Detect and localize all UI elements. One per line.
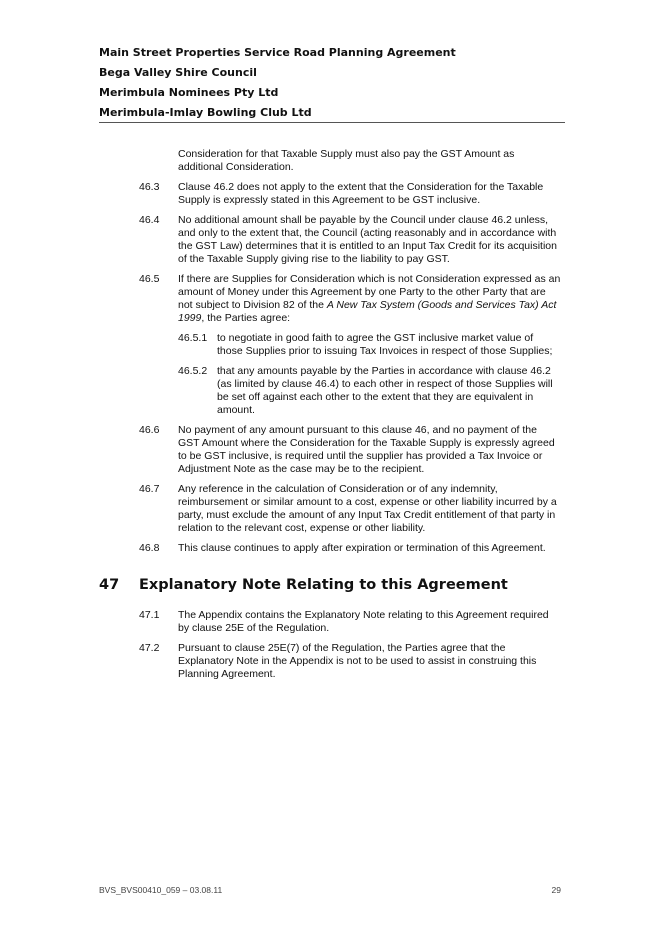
clause-number: 46.5 [139,273,160,285]
clause-text: The Appendix contains the Explanatory Note relating to this Agreement required by clause 25E of the Regulation. [178,609,549,634]
clause-46-5 [99,273,561,325]
header-title: Main Street Properties Service Road Planning Agreement [99,46,456,59]
clause-46-7 [99,483,561,535]
subclause-text: to negotiate in good faith to agree the GST inclusive market value of those Supplies prior to issuing Tax Invoices in respect of those Supplies; [217,332,553,357]
act-title: A New Tax System (Goods and Services Tax) Act 1999 [178,299,557,324]
clause-number: 46.4 [139,214,160,226]
clause-46-8 [99,542,561,555]
header-party-bowling-club: Merimbula-Imlay Bowling Club Ltd [99,106,312,119]
running-header [99,44,565,124]
clause-number: 46.6 [139,424,160,436]
clause-text: No payment of any amount pursuant to this clause 46, and no payment of the GST Amount where the Consideration for the Taxable Supply is expressly agreed to be GST inclusive, is required until the supplier has provided a Tax Invoice or Adjustment Note as the case may be to the recipient. [178,424,555,475]
clause-text: Pursuant to clause 25E(7) of the Regulation, the Parties agree that the Explanatory Note in the Appendix is not to be used to assist in construing this Planning Agreement. [178,642,537,680]
clause-46-5-1 [99,332,561,358]
clause-46-4 [99,214,561,266]
clause-text: This clause continues to apply after expiration or termination of this Agreement. [178,542,546,554]
clause-number: 47.2 [139,642,160,654]
clause-number: 46.3 [139,181,160,193]
subclause-number: 46.5.2 [178,365,208,377]
clause-text: No additional amount shall be payable by the Council under clause 46.2 unless, and only to the extent that, the Council (acting reasonably and in accordance with the GST Law) determines that it is entitled to an Input Tax Credit for its acquisition of the Taxable Supply giving rise to the liability to pay GST. [178,214,557,265]
page-number: 29 [551,885,561,895]
clause-continuation [99,148,561,174]
clause-46-6 [99,424,561,476]
clause-47-1 [99,609,561,635]
header-party-council: Bega Valley Shire Council [99,66,257,79]
clause-46-5-2 [99,365,561,417]
document-reference: BVS_BVS00410_059 – 03.08.11 [99,885,223,895]
clause-text-before: If there are Supplies for Consideration which is not Consideration expressed as an amount of Money under this Agreement by one Party to the other Party that are not subject to Division 82 of the [178,273,561,311]
section-number: 47 [99,577,120,593]
clause-text [178,273,561,325]
clause-number: 46.7 [139,483,160,495]
document-body [99,148,561,688]
clause-46-3 [99,181,561,207]
subclause-text: that any amounts payable by the Parties in accordance with clause 46.2 (as limited by clause 46.4) to each other in respect of those Supplies will be set off against each other to the extent that they are equivalent in amount. [217,365,553,416]
clause-text-after: , the Parties agree: [201,312,291,324]
clause-47-2 [99,642,561,681]
clause-number: 46.8 [139,542,160,554]
subclause-number: 46.5.1 [178,332,208,344]
section-heading-47 [99,575,561,595]
clause-text: Clause 46.2 does not apply to the extent that the Consideration for the Taxable Supply is expressly stated in this Agreement to be GST inclusive. [178,181,544,206]
clause-text: Any reference in the calculation of Consideration or of any indemnity, reimbursement or similar amount to a cost, expense or other liability incurred by a party, must exclude the amount of any Input Tax Credit entitlement of that party in relation to the relevant cost, expense or other liability. [178,483,557,534]
clause-text: Consideration for that Taxable Supply must also pay the GST Amount as additional Consideration. [178,148,515,173]
header-divider [99,122,565,123]
header-party-nominees: Merimbula Nominees Pty Ltd [99,86,279,99]
section-title: Explanatory Note Relating to this Agreement [139,577,508,593]
clause-number: 47.1 [139,609,160,621]
